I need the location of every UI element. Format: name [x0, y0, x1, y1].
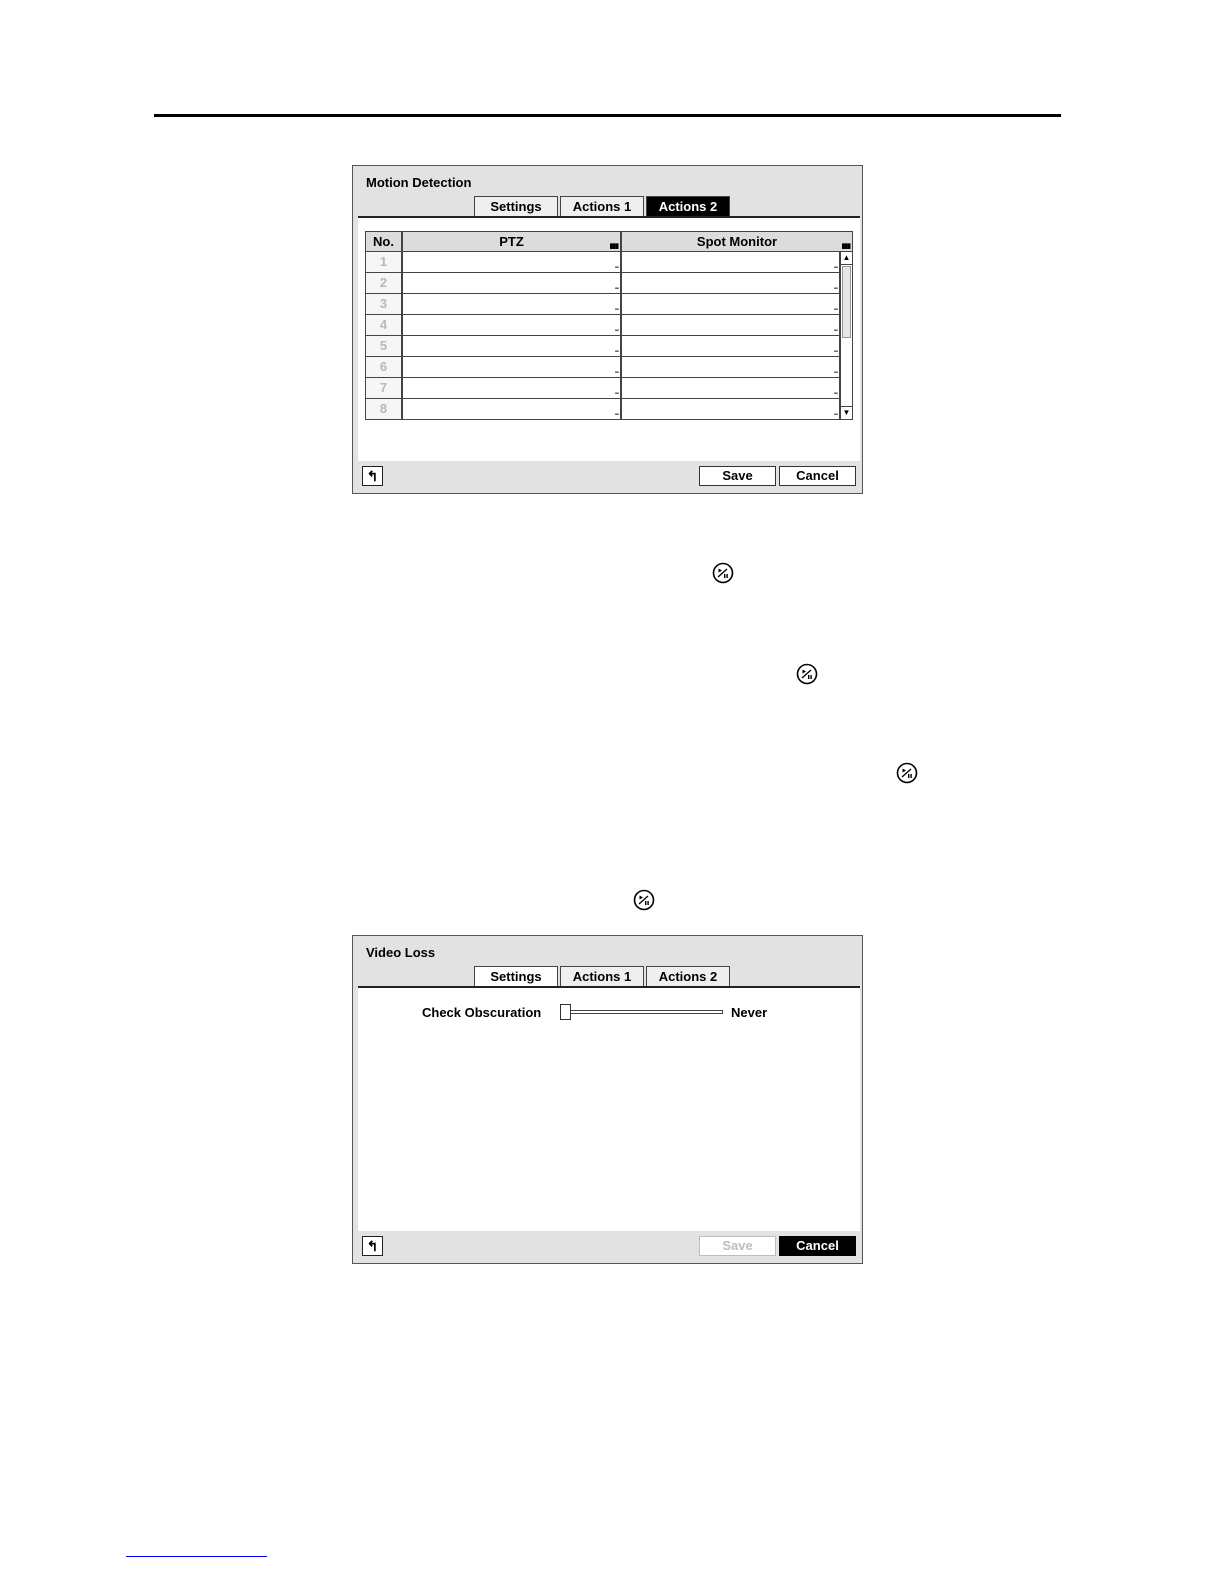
ptz-cell[interactable]	[402, 357, 621, 378]
actions-table	[365, 231, 853, 420]
row-number: 4	[365, 315, 402, 336]
play-pause-button-icon	[796, 663, 818, 685]
cell-menu-icon[interactable]: ▪▪▪	[614, 391, 618, 397]
column-menu-icon[interactable]: ▮▮▮	[841, 243, 850, 250]
play-pause-button-icon	[896, 762, 918, 784]
tab-actions-1[interactable]: Actions 1	[560, 966, 644, 986]
vertical-scrollbar[interactable]	[840, 252, 853, 420]
table-row	[365, 315, 853, 336]
back-button[interactable]	[362, 1236, 383, 1256]
spot-monitor-cell[interactable]	[621, 252, 840, 273]
dialog-title: Video Loss	[366, 945, 436, 960]
table-body	[365, 252, 853, 420]
spot-monitor-cell[interactable]	[621, 399, 840, 420]
tab-bar	[474, 196, 732, 216]
header-ptz-label: PTZ	[499, 234, 524, 249]
spot-monitor-cell[interactable]	[621, 378, 840, 399]
cell-menu-icon[interactable]: ▪▪▪	[614, 349, 618, 355]
table-row	[365, 357, 853, 378]
tab-actions-2[interactable]: Actions 2	[646, 196, 730, 216]
column-menu-icon[interactable]: ▮▮▮	[609, 243, 618, 250]
ptz-cell[interactable]	[402, 273, 621, 294]
spot-monitor-cell[interactable]	[621, 336, 840, 357]
cell-menu-icon[interactable]: ▪▪▪	[614, 307, 618, 313]
table-row	[365, 336, 853, 357]
spot-monitor-cell[interactable]	[621, 357, 840, 378]
dialog-bottom-bar	[353, 1231, 862, 1263]
row-number: 2	[365, 273, 402, 294]
cell-menu-icon[interactable]: ▪▪▪	[614, 265, 618, 271]
tab-settings[interactable]: Settings	[474, 966, 558, 988]
cell-menu-icon[interactable]: ▪▪▪	[833, 328, 837, 334]
motion-detection-dialog	[352, 165, 863, 494]
table-row	[365, 252, 853, 273]
row-number: 8	[365, 399, 402, 420]
header-spot-label: Spot Monitor	[696, 234, 778, 249]
table-row	[365, 378, 853, 399]
back-button[interactable]	[362, 466, 383, 486]
ptz-cell[interactable]	[402, 336, 621, 357]
page-header-rule	[154, 114, 1061, 117]
save-button[interactable]: Save	[699, 1236, 776, 1256]
ptz-cell[interactable]	[402, 378, 621, 399]
header-no: No.	[365, 231, 402, 252]
row-number: 6	[365, 357, 402, 378]
ptz-cell[interactable]	[402, 294, 621, 315]
cell-menu-icon[interactable]: ▪▪▪	[833, 307, 837, 313]
check-obscuration-slider-track[interactable]	[562, 1010, 723, 1014]
cell-menu-icon[interactable]: ▪▪▪	[833, 349, 837, 355]
ptz-cell[interactable]	[402, 399, 621, 420]
save-button[interactable]: Save	[699, 466, 776, 486]
cell-menu-icon[interactable]: ▪▪▪	[833, 286, 837, 292]
row-number: 5	[365, 336, 402, 357]
cell-menu-icon[interactable]: ▪▪▪	[614, 286, 618, 292]
spot-monitor-cell[interactable]	[621, 273, 840, 294]
cell-menu-icon[interactable]: ▪▪▪	[614, 412, 618, 418]
row-number: 3	[365, 294, 402, 315]
cell-menu-icon[interactable]: ▪▪▪	[833, 370, 837, 376]
cell-menu-icon[interactable]: ▪▪▪	[614, 370, 618, 376]
check-obscuration-value: Never	[731, 1005, 768, 1020]
footer-link-underline	[126, 1556, 267, 1557]
tab-bar	[474, 966, 732, 988]
video-loss-dialog	[352, 935, 863, 1264]
tab-actions-1[interactable]: Actions 1	[560, 196, 644, 216]
table-row	[365, 273, 853, 294]
table-row	[365, 294, 853, 315]
scroll-down-arrow-icon[interactable]: ▼	[842, 408, 851, 417]
header-spot-monitor[interactable]	[621, 231, 853, 252]
dialog-content	[358, 988, 860, 1231]
check-obscuration-label: Check Obscuration	[422, 1005, 542, 1020]
cancel-button[interactable]: Cancel	[779, 466, 856, 486]
cell-menu-icon[interactable]: ▪▪▪	[833, 412, 837, 418]
table-row	[365, 399, 853, 420]
scroll-up-arrow-icon[interactable]: ▲	[841, 252, 852, 265]
play-pause-button-icon	[712, 562, 734, 584]
row-number: 7	[365, 378, 402, 399]
cell-menu-icon[interactable]: ▪▪▪	[833, 265, 837, 271]
play-pause-button-icon	[633, 889, 655, 911]
row-number: 1	[365, 252, 402, 273]
cancel-button[interactable]: Cancel	[779, 1236, 856, 1256]
cell-menu-icon[interactable]: ▪▪▪	[833, 391, 837, 397]
table-header	[365, 231, 853, 252]
ptz-cell[interactable]	[402, 315, 621, 336]
header-ptz[interactable]	[402, 231, 621, 252]
dialog-content	[358, 218, 860, 461]
check-obscuration-slider-handle[interactable]	[560, 1004, 571, 1020]
spot-monitor-cell[interactable]	[621, 315, 840, 336]
back-arrow-icon: ↰	[366, 1238, 379, 1254]
scroll-thumb[interactable]	[842, 266, 851, 338]
ptz-cell[interactable]	[402, 252, 621, 273]
dialog-title: Motion Detection	[366, 175, 472, 190]
back-arrow-icon: ↰	[366, 468, 379, 484]
spot-monitor-cell[interactable]	[621, 294, 840, 315]
cell-menu-icon[interactable]: ▪▪▪	[614, 328, 618, 334]
tab-settings[interactable]: Settings	[474, 196, 558, 216]
tab-actions-2[interactable]: Actions 2	[646, 966, 730, 986]
dialog-bottom-bar	[353, 461, 862, 493]
